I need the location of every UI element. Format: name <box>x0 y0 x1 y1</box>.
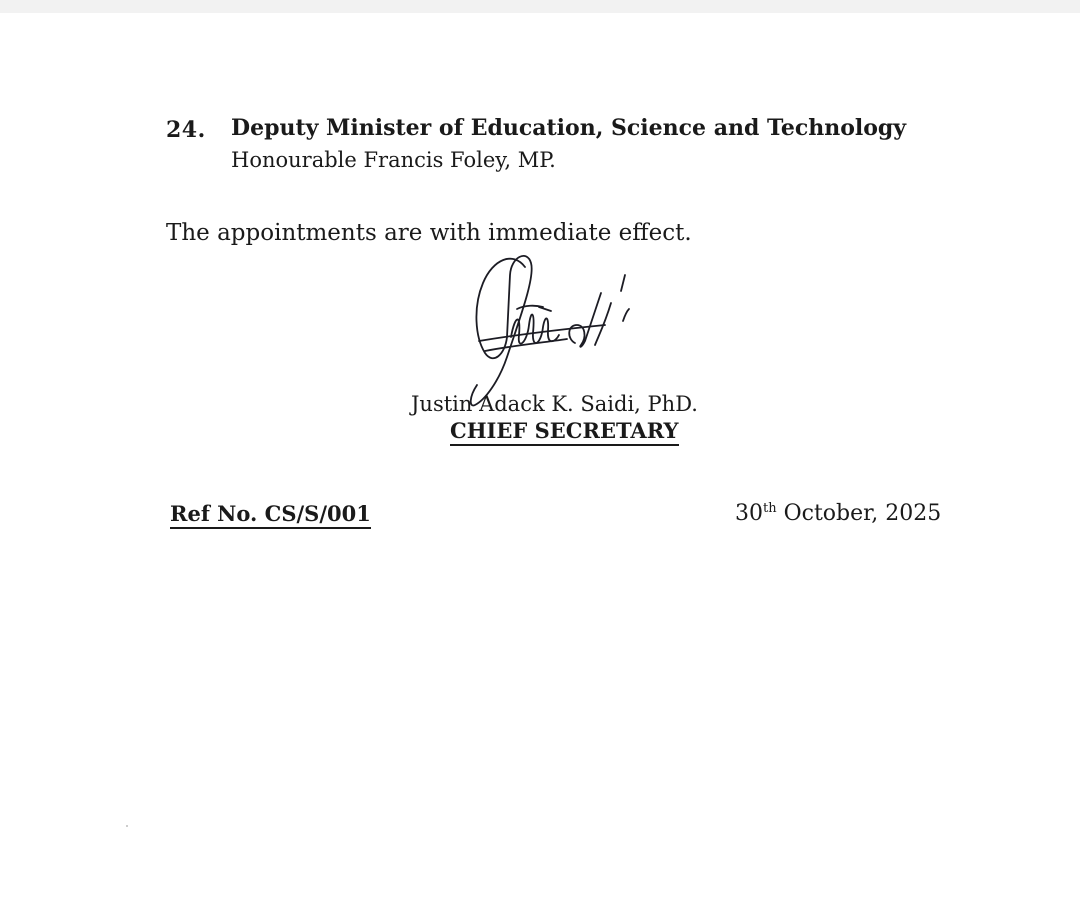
date-ordinal-suffix: th <box>763 501 777 516</box>
handwritten-signature <box>455 245 655 410</box>
signatory-name: Justin Adack K. Saidi, PhD. <box>411 392 698 416</box>
date-day: 30 <box>735 501 763 526</box>
top-strip <box>0 0 1080 13</box>
paper-speck <box>126 825 128 827</box>
document-page <box>0 13 1080 913</box>
reference-number: Ref No. CS/S/001 <box>170 502 371 529</box>
item-holder: Honourable Francis Foley, MP. <box>231 148 556 172</box>
date-month-year: October, 2025 <box>783 501 942 526</box>
document-date <box>735 501 941 526</box>
statement-text: The appointments are with immediate effect. <box>166 220 692 246</box>
item-number: 24. <box>166 117 206 143</box>
signatory-title: CHIEF SECRETARY <box>450 419 679 446</box>
item-title: Deputy Minister of Education, Science and Technology <box>231 115 907 141</box>
